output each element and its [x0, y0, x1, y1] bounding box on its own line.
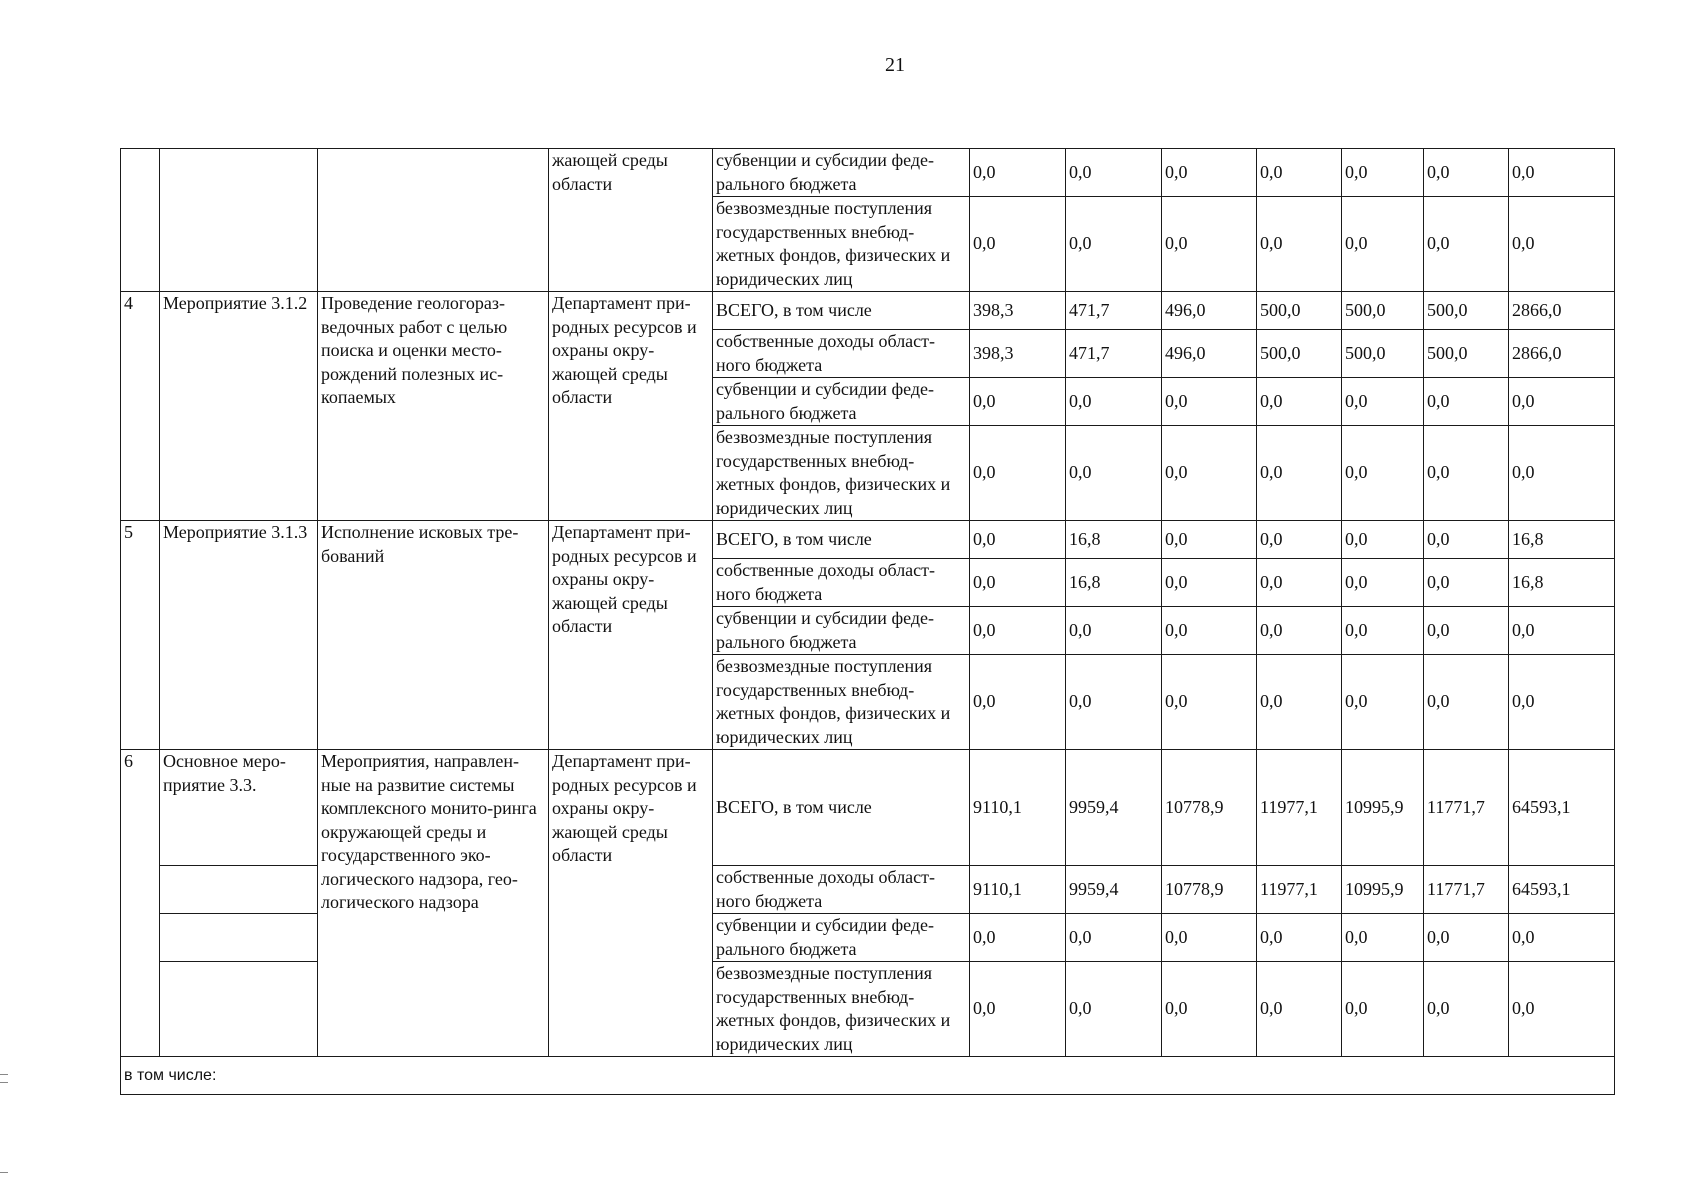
measure-description-cell: Исполнение исковых тре-бований [318, 521, 549, 750]
value-cell: 0,0 [1162, 655, 1257, 750]
value-cell: 0,0 [1342, 149, 1424, 197]
value-cell: 0,0 [1509, 914, 1615, 962]
executor-cell: жающей среды области [549, 149, 713, 292]
executor-cell: Департамент при-родных ресурсов и охраны окру-жающей среды области [549, 521, 713, 750]
value-cell: 0,0 [1424, 962, 1509, 1057]
executor-cell: Департамент при-родных ресурсов и охраны окру-жающей среды области [549, 750, 713, 1057]
value-cell: 0,0 [1509, 197, 1615, 292]
row-number-cell: 6 [121, 750, 160, 1057]
value-cell: 0,0 [1162, 559, 1257, 607]
scan-edge-mark [0, 1172, 8, 1173]
measure-name-cell [160, 866, 318, 914]
value-cell: 64593,1 [1509, 866, 1615, 914]
value-cell: 496,0 [1162, 292, 1257, 330]
value-cell: 0,0 [1162, 149, 1257, 197]
value-cell: 500,0 [1342, 292, 1424, 330]
value-cell: 0,0 [1342, 197, 1424, 292]
value-cell: 10778,9 [1162, 866, 1257, 914]
value-cell: 0,0 [1424, 914, 1509, 962]
value-cell: 0,0 [970, 655, 1066, 750]
measure-description-cell [318, 149, 549, 292]
measure-name-cell [160, 962, 318, 1057]
value-cell: 0,0 [1424, 559, 1509, 607]
value-cell: 0,0 [970, 607, 1066, 655]
value-cell: 398,3 [970, 292, 1066, 330]
value-cell: 0,0 [1424, 197, 1509, 292]
value-cell: 0,0 [1162, 426, 1257, 521]
value-cell: 500,0 [1257, 292, 1342, 330]
value-cell: 0,0 [1066, 149, 1162, 197]
funding-source-label: собственные доходы област-ного бюджета [713, 330, 970, 378]
value-cell: 0,0 [1162, 962, 1257, 1057]
value-cell: 0,0 [1342, 521, 1424, 559]
value-cell: 0,0 [970, 426, 1066, 521]
value-cell: 0,0 [970, 559, 1066, 607]
value-cell: 11977,1 [1257, 750, 1342, 866]
value-cell: 0,0 [1509, 149, 1615, 197]
measure-name-cell: Мероприятие 3.1.2 [160, 292, 318, 521]
funding-source-label: ВСЕГО, в том числе [713, 750, 970, 866]
row-number-cell [121, 149, 160, 292]
value-cell: 398,3 [970, 330, 1066, 378]
value-cell: 64593,1 [1509, 750, 1615, 866]
value-cell: 0,0 [1424, 521, 1509, 559]
funding-source-label: собственные доходы област-ного бюджета [713, 866, 970, 914]
value-cell: 496,0 [1162, 330, 1257, 378]
footer-note: в том числе: [121, 1057, 1615, 1095]
value-cell: 11771,7 [1424, 750, 1509, 866]
measure-name-cell: Мероприятие 3.1.3 [160, 521, 318, 750]
value-cell: 0,0 [1162, 378, 1257, 426]
value-cell: 0,0 [1066, 426, 1162, 521]
value-cell: 0,0 [1509, 607, 1615, 655]
value-cell: 0,0 [1162, 914, 1257, 962]
funding-source-label: безвозмездные поступления государственных внебюд-жетных фондов, физических и юридических лиц [713, 655, 970, 750]
value-cell: 0,0 [1066, 914, 1162, 962]
value-cell: 0,0 [970, 521, 1066, 559]
value-cell: 10995,9 [1342, 750, 1424, 866]
value-cell: 0,0 [1257, 197, 1342, 292]
table-row [121, 750, 1615, 866]
value-cell: 0,0 [1342, 378, 1424, 426]
funding-source-label: субвенции и субсидии феде-рального бюджета [713, 607, 970, 655]
funding-source-label: безвозмездные поступления государственных внебюд-жетных фондов, физических и юридических лиц [713, 426, 970, 521]
value-cell: 11771,7 [1424, 866, 1509, 914]
measure-description-cell: Проведение геологораз-ведочных работ с целью поиска и оценки место-рождений полезных ис-копаемых [318, 292, 549, 521]
value-cell: 500,0 [1257, 330, 1342, 378]
value-cell: 0,0 [1509, 378, 1615, 426]
value-cell: 2866,0 [1509, 330, 1615, 378]
value-cell: 0,0 [1066, 655, 1162, 750]
value-cell: 0,0 [1257, 607, 1342, 655]
value-cell: 0,0 [1257, 655, 1342, 750]
value-cell: 0,0 [1424, 607, 1509, 655]
value-cell: 0,0 [1066, 378, 1162, 426]
value-cell: 500,0 [1342, 330, 1424, 378]
value-cell: 0,0 [1162, 607, 1257, 655]
value-cell: 0,0 [1257, 521, 1342, 559]
value-cell: 0,0 [1342, 655, 1424, 750]
value-cell: 0,0 [1342, 559, 1424, 607]
value-cell: 9959,4 [1066, 750, 1162, 866]
value-cell: 0,0 [1066, 197, 1162, 292]
value-cell: 500,0 [1424, 330, 1509, 378]
value-cell: 0,0 [970, 914, 1066, 962]
measure-name-cell: Основное меро-приятие 3.3. [160, 750, 318, 866]
value-cell: 10778,9 [1162, 750, 1257, 866]
executor-cell: Департамент при-родных ресурсов и охраны окру-жающей среды области [549, 292, 713, 521]
scan-edge-mark [0, 1074, 8, 1075]
value-cell: 0,0 [1257, 962, 1342, 1057]
scan-edge-mark [0, 1082, 8, 1083]
value-cell: 0,0 [970, 149, 1066, 197]
table-row [121, 149, 1615, 197]
funding-source-label: ВСЕГО, в том числе [713, 521, 970, 559]
value-cell: 0,0 [1066, 607, 1162, 655]
measure-name-cell [160, 149, 318, 292]
table-row [121, 1057, 1615, 1095]
funding-source-label: субвенции и субсидии феде-ральнoго бюджета [713, 149, 970, 197]
value-cell: 16,8 [1509, 521, 1615, 559]
value-cell: 0,0 [1424, 426, 1509, 521]
value-cell: 0,0 [1257, 914, 1342, 962]
value-cell: 2866,0 [1509, 292, 1615, 330]
value-cell: 9110,1 [970, 750, 1066, 866]
value-cell: 0,0 [1509, 655, 1615, 750]
budget-table [120, 148, 1615, 1095]
value-cell: 0,0 [1162, 521, 1257, 559]
value-cell: 0,0 [1509, 962, 1615, 1057]
value-cell: 0,0 [970, 378, 1066, 426]
value-cell: 9959,4 [1066, 866, 1162, 914]
value-cell: 9110,1 [970, 866, 1066, 914]
row-number-cell: 4 [121, 292, 160, 521]
table-row [121, 292, 1615, 330]
funding-source-label: безвозмездные поступления государственных внебюд-жетных фондов, физических и юридических лиц [713, 962, 970, 1057]
value-cell: 471,7 [1066, 330, 1162, 378]
funding-source-label: собственные доходы област-ного бюджета [713, 559, 970, 607]
page-number: 21 [885, 54, 905, 76]
funding-source-label: субвенции и субсидии феде-рального бюджета [713, 378, 970, 426]
value-cell: 500,0 [1424, 292, 1509, 330]
value-cell: 0,0 [1257, 149, 1342, 197]
funding-source-label: субвенции и субсидии феде-рального бюджета [713, 914, 970, 962]
value-cell: 0,0 [970, 962, 1066, 1057]
value-cell: 0,0 [1342, 426, 1424, 521]
funding-source-label: безвозмездные поступления государственных внебюд-жетных фондов, физических и юридических лиц [713, 197, 970, 292]
value-cell: 0,0 [1162, 197, 1257, 292]
value-cell: 0,0 [1424, 655, 1509, 750]
table-body [121, 149, 1615, 1095]
value-cell: 0,0 [1424, 149, 1509, 197]
value-cell: 16,8 [1066, 559, 1162, 607]
measure-name-cell [160, 914, 318, 962]
value-cell: 16,8 [1509, 559, 1615, 607]
value-cell: 0,0 [1342, 914, 1424, 962]
value-cell: 16,8 [1066, 521, 1162, 559]
value-cell: 0,0 [1509, 426, 1615, 521]
row-number-cell: 5 [121, 521, 160, 750]
value-cell: 0,0 [1424, 378, 1509, 426]
value-cell: 0,0 [1342, 962, 1424, 1057]
value-cell: 0,0 [970, 197, 1066, 292]
value-cell: 0,0 [1342, 607, 1424, 655]
value-cell: 0,0 [1257, 426, 1342, 521]
table-row [121, 521, 1615, 559]
value-cell: 11977,1 [1257, 866, 1342, 914]
value-cell: 471,7 [1066, 292, 1162, 330]
value-cell: 10995,9 [1342, 866, 1424, 914]
value-cell: 0,0 [1257, 378, 1342, 426]
value-cell: 0,0 [1257, 559, 1342, 607]
measure-description-cell: Мероприятия, направлен-ные на развитие системы комплексного монито-ринга окружающей среды и государственного эко-логического надзора, гео-логического надзора [318, 750, 549, 1057]
funding-source-label: ВСЕГО, в том числе [713, 292, 970, 330]
value-cell: 0,0 [1066, 962, 1162, 1057]
